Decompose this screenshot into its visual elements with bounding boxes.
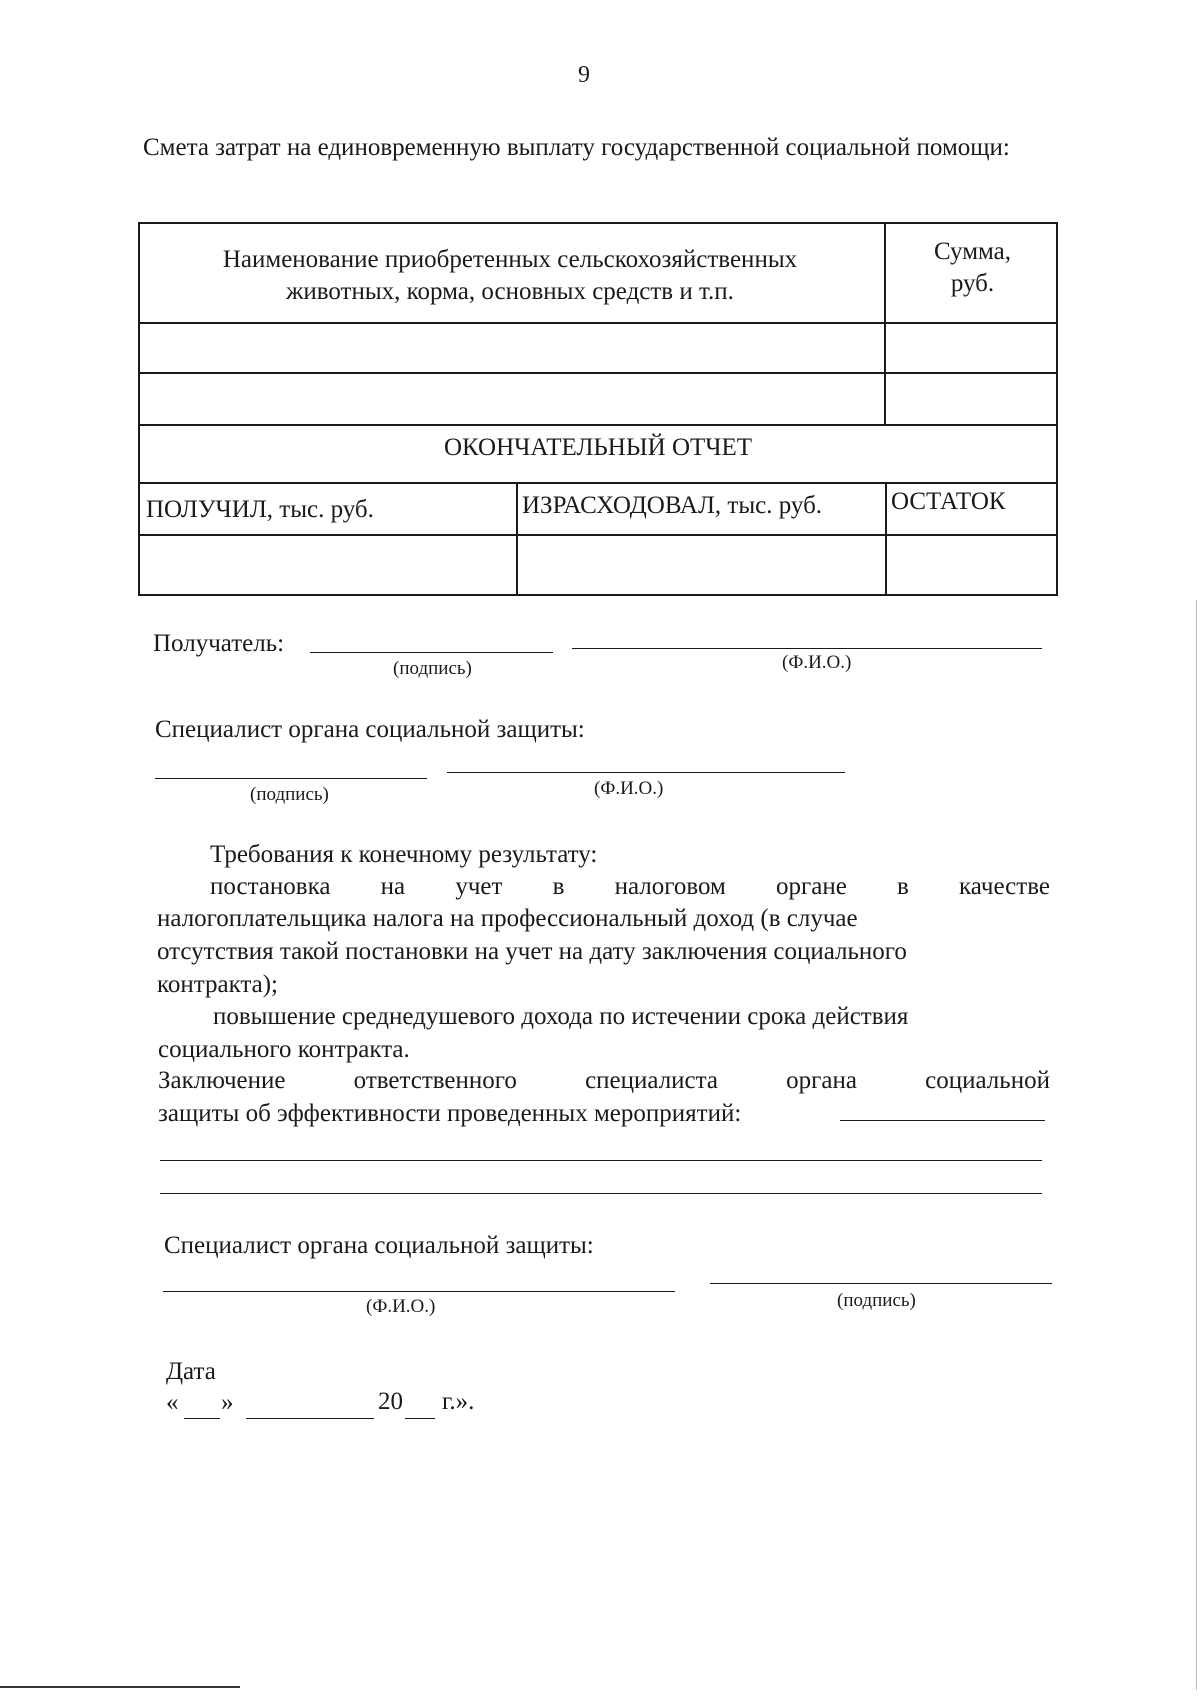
requirement-item-1-line-4: контракта); <box>157 971 278 998</box>
received-label: ПОЛУЧИЛ, тыс. руб. <box>146 496 374 523</box>
requirement-item-1-line-1 <box>210 870 1050 904</box>
table-divider <box>885 482 887 595</box>
requirement-item-2-line-2: социального контракта. <box>158 1036 410 1063</box>
requirement-item-1-line-3: отсутствия такой постановки на учет на дату заключения социального <box>157 938 907 965</box>
recipient-label: Получатель: <box>153 630 285 657</box>
table-divider <box>139 534 1057 536</box>
specialist-2-signature-line[interactable] <box>710 1283 1052 1284</box>
date-year-prefix: 20 <box>378 1388 403 1415</box>
specialist-2-name-caption: (Ф.И.О.) <box>366 1296 436 1317</box>
date-year-line[interactable] <box>405 1418 435 1419</box>
recipient-name-caption: (Ф.И.О.) <box>782 652 852 673</box>
word: Заключение <box>158 1067 286 1094</box>
specialist-signature-caption: (подпись) <box>250 784 329 805</box>
conclusion-fill-line[interactable] <box>840 1120 1045 1121</box>
word: ответственного <box>353 1067 517 1094</box>
specialist-signature-line[interactable] <box>155 778 427 779</box>
date-year-suffix: г.». <box>442 1388 475 1415</box>
date-label: Дата <box>166 1358 216 1385</box>
remainder-label: ОСТАТОК <box>891 488 1006 515</box>
word: учет <box>455 873 503 900</box>
word: органа <box>786 1067 857 1094</box>
recipient-signature-caption: (подпись) <box>393 658 472 679</box>
word: специалиста <box>585 1067 718 1094</box>
requirements-heading: Требования к конечному результату: <box>210 841 598 868</box>
word: налоговом <box>614 873 726 900</box>
requirement-item-2-line-1: повышение среднедушевого дохода по истечении срока действия <box>213 1003 909 1030</box>
spent-label: ИЗРАСХОДОВАЛ, тыс. руб. <box>522 492 823 519</box>
conclusion-fill-line[interactable] <box>160 1193 1042 1194</box>
specialist-2-name-line[interactable] <box>163 1291 675 1292</box>
table-divider <box>139 322 1057 324</box>
table-divider <box>516 482 518 595</box>
word: качестве <box>959 873 1050 900</box>
word: на <box>380 873 406 900</box>
word: в <box>552 873 565 900</box>
word: органе <box>776 873 847 900</box>
estimate-title: Смета затрат на единовременную выплату государственной социальной помощи: <box>143 134 1010 161</box>
table-divider <box>884 223 886 424</box>
specialist-label: Специалист органа социальной защиты: <box>155 716 585 743</box>
specialist-2-signature-caption: (подпись) <box>837 1290 916 1311</box>
recipient-signature-line[interactable] <box>310 652 553 653</box>
conclusion-fill-line[interactable] <box>160 1160 1042 1161</box>
column-header-sum: Сумма, руб. <box>933 238 1012 297</box>
date-close-quote: » <box>221 1389 234 1416</box>
requirement-item-1-line-2: налогоплательщика налога на профессиональный доход (в случае <box>157 905 858 932</box>
word: социальной <box>925 1067 1050 1094</box>
table-divider <box>139 482 1057 484</box>
recipient-name-line[interactable] <box>572 648 1042 649</box>
table-divider <box>139 424 1057 426</box>
scan-edge-mark <box>1196 600 1197 1690</box>
specialist-2-label: Специалист органа социальной защиты: <box>164 1232 594 1259</box>
specialist-name-line[interactable] <box>447 772 845 773</box>
scan-edge-mark <box>0 1686 240 1688</box>
date-day-line[interactable] <box>184 1418 220 1419</box>
column-header-name: Наименование приобретенных сельскохозяйственных животных, корма, основных средств и т.п. <box>222 246 798 305</box>
page-number: 9 <box>578 62 590 88</box>
word: в <box>897 873 909 900</box>
final-report-heading: ОКОНЧАТЕЛЬНЫЙ ОТЧЕТ <box>443 434 753 461</box>
table-divider <box>139 372 1057 374</box>
date-open-quote: « <box>166 1389 179 1416</box>
conclusion-line-2: защиты об эффективности проведенных мероприятий: <box>158 1100 742 1127</box>
word: постановка <box>210 873 331 900</box>
conclusion-line-1 <box>158 1064 1050 1098</box>
specialist-name-caption: (Ф.И.О.) <box>594 778 664 799</box>
date-month-line[interactable] <box>246 1418 374 1419</box>
